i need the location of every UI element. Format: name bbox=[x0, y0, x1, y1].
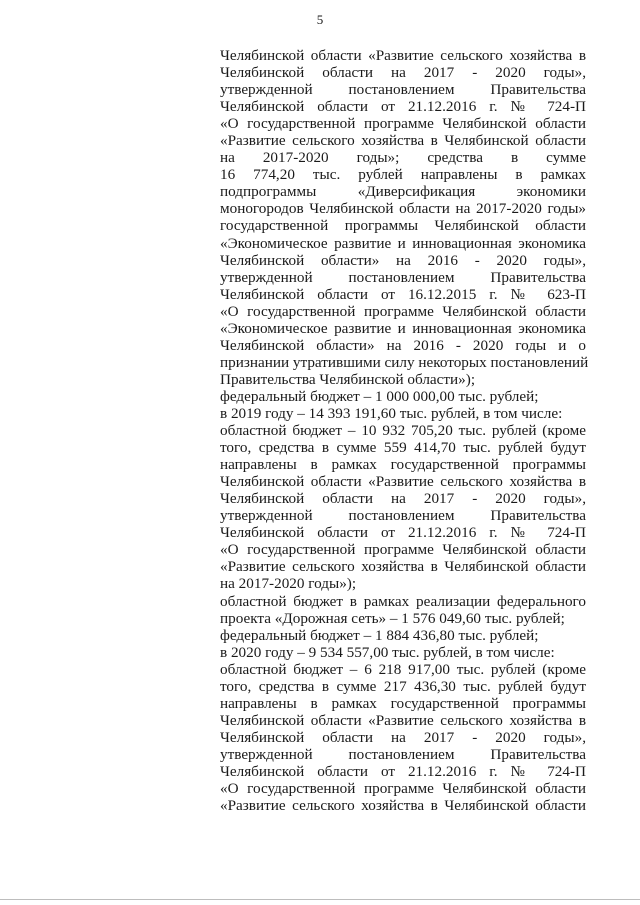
text-line: в 2019 году – 14 393 191,60 тыс. рублей, в том числе: bbox=[220, 404, 563, 422]
text-line: Челябинской области «Развитие сельского хозяйства в bbox=[220, 473, 586, 491]
text-line: «Развитие сельского хозяйства в Челябинской области bbox=[220, 132, 586, 150]
text-line: Челябинской области от 16.12.2015 г. № 623-П bbox=[220, 285, 586, 303]
text-line: областной бюджет – 10 932 705,20 тыс. рублей (кроме bbox=[220, 422, 586, 440]
text-line: Челябинской области «Развитие сельского хозяйства в bbox=[220, 47, 586, 64]
text-line: «О государственной программе Челябинской области bbox=[220, 302, 586, 320]
text-line: на 2017-2020 годы»; средства в сумме bbox=[220, 149, 586, 167]
text-line: Челябинской области от 21.12.2016 г. № 724-П bbox=[220, 98, 586, 116]
text-line: областной бюджет в рамках реализации федерального bbox=[220, 592, 586, 610]
text-line: в 2020 году – 9 534 557,00 тыс. рублей, в том числе: bbox=[220, 643, 555, 661]
text-line: «Развитие сельского хозяйства в Челябинской области bbox=[220, 797, 586, 815]
text-line: федеральный бюджет – 1 884 436,80 тыс. рублей; bbox=[220, 626, 539, 644]
text-line: государственной программы Челябинской области bbox=[220, 217, 586, 235]
text-line: моногородов Челябинской области на 2017-2020 годы» bbox=[220, 200, 586, 218]
page-number: 5 bbox=[316, 12, 324, 27]
text-line: Челябинской области на 2017 - 2020 годы», bbox=[220, 490, 586, 508]
text-line: «О государственной программе Челябинской области bbox=[220, 115, 586, 133]
text-line: Челябинской области «Развитие сельского хозяйства в bbox=[220, 711, 586, 729]
text-line: «Экономическое развитие и инновационная экономика bbox=[220, 234, 586, 252]
text-line: утвержденной постановлением Правительства bbox=[220, 81, 586, 99]
text-line: проекта «Дорожная сеть» – 1 576 049,60 тыс. рублей; bbox=[220, 609, 565, 627]
text-line: направлены в рамках государственной программы bbox=[220, 694, 586, 712]
text-line: Челябинской области» на 2016 - 2020 годы», bbox=[220, 251, 586, 269]
bottom-edge-rule bbox=[0, 899, 640, 900]
text-line: 16 774,20 тыс. рублей направлены в рамках bbox=[220, 166, 586, 184]
text-line: Челябинской области» на 2016 - 2020 годы и о bbox=[220, 336, 586, 354]
text-line: «О государственной программе Челябинской области bbox=[220, 780, 586, 798]
document-body-text bbox=[220, 47, 589, 815]
text-line: признании утратившими силу некоторых постановлений bbox=[220, 353, 589, 371]
text-line: Челябинской области на 2017 - 2020 годы», bbox=[220, 728, 586, 746]
text-line: подпрограммы «Диверсификация экономики bbox=[220, 183, 586, 201]
text-line: на 2017-2020 годы»); bbox=[220, 575, 357, 593]
text-line: Челябинской области от 21.12.2016 г. № 724-П bbox=[220, 524, 586, 542]
text-line: областной бюджет – 6 218 917,00 тыс. рублей (кроме bbox=[220, 660, 586, 678]
text-line: федеральный бюджет – 1 000 000,00 тыс. рублей; bbox=[220, 387, 539, 405]
text-line: Челябинской области от 21.12.2016 г. № 724-П bbox=[220, 762, 586, 780]
text-line: «О государственной программе Челябинской области bbox=[220, 541, 586, 559]
text-line: того, средства в сумме 217 436,30 тыс. рублей будут bbox=[220, 677, 586, 695]
text-line: «Развитие сельского хозяйства в Челябинской области bbox=[220, 558, 586, 576]
text-line: утвержденной постановлением Правительства bbox=[220, 268, 586, 286]
text-line: «Экономическое развитие и инновационная экономика bbox=[220, 319, 586, 337]
text-line: Челябинской области на 2017 - 2020 годы», bbox=[220, 64, 586, 82]
text-line: утвержденной постановлением Правительства bbox=[220, 507, 586, 525]
text-line: направлены в рамках государственной программы bbox=[220, 456, 586, 474]
text-line: Правительства Челябинской области»); bbox=[220, 370, 476, 388]
text-line: утвержденной постановлением Правительства bbox=[220, 745, 586, 763]
text-line: того, средства в сумме 559 414,70 тыс. рублей будут bbox=[220, 439, 586, 457]
